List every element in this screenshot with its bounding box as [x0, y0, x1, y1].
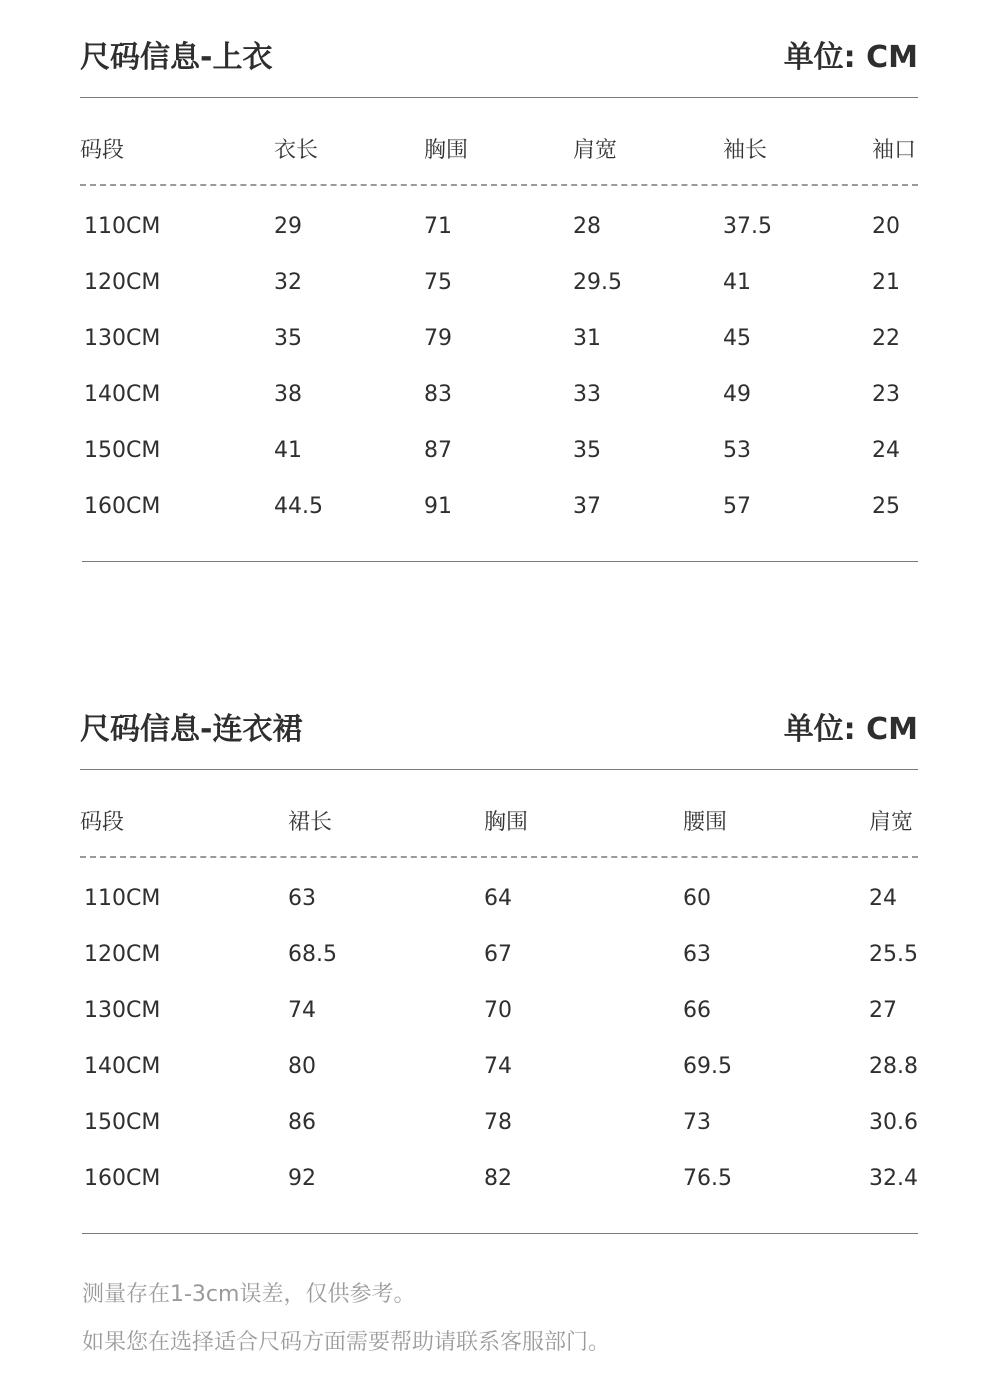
column-header: 衣长 [274, 138, 319, 163]
column-header: 码段 [80, 138, 125, 163]
table-cell: 150CM [84, 438, 161, 463]
table-cell: 28 [573, 214, 601, 239]
table-cell: 45 [723, 326, 751, 351]
section-title: 尺码信息-上衣 [80, 40, 273, 75]
table-cell: 160CM [84, 494, 161, 519]
table-cell: 66 [683, 998, 711, 1023]
column-header: 胸围 [424, 138, 469, 163]
note-measurement-error: 测量存在1-3cm误差，仅供参考。 [82, 1282, 416, 1307]
table-row [80, 1166, 918, 1222]
column-header: 袖口 [872, 138, 917, 163]
table-cell: 28.8 [869, 1054, 918, 1079]
table-cell: 32 [274, 270, 302, 295]
table-cell: 35 [573, 438, 601, 463]
divider-solid [80, 97, 918, 98]
divider-dashed [80, 184, 918, 186]
divider-solid [82, 561, 918, 562]
table-body [80, 214, 918, 550]
table-cell: 110CM [84, 214, 161, 239]
column-header: 腰围 [683, 810, 728, 835]
table-row [80, 326, 918, 382]
column-header: 码段 [80, 810, 125, 835]
table-cell: 35 [274, 326, 302, 351]
table-cell: 29.5 [573, 270, 622, 295]
column-header: 肩宽 [869, 810, 914, 835]
table-cell: 69.5 [683, 1054, 732, 1079]
table-cell: 74 [484, 1054, 512, 1079]
table-cell: 130CM [84, 326, 161, 351]
table-cell: 20 [872, 214, 900, 239]
table-cell: 71 [424, 214, 452, 239]
table-cell: 23 [872, 382, 900, 407]
table-cell: 160CM [84, 1166, 161, 1191]
table-header [80, 133, 918, 163]
table-cell: 25 [872, 494, 900, 519]
table-cell: 140CM [84, 1054, 161, 1079]
table-cell: 120CM [84, 270, 161, 295]
table-cell: 67 [484, 942, 512, 967]
table-row [80, 270, 918, 326]
divider-solid [80, 769, 918, 770]
column-header: 袖长 [723, 138, 768, 163]
table-cell: 68.5 [288, 942, 337, 967]
table-cell: 74 [288, 998, 316, 1023]
table-cell: 83 [424, 382, 452, 407]
table-cell: 25.5 [869, 942, 918, 967]
table-cell: 49 [723, 382, 751, 407]
table-cell: 57 [723, 494, 751, 519]
table-cell: 92 [288, 1166, 316, 1191]
table-cell: 44.5 [274, 494, 323, 519]
table-row [80, 1054, 918, 1110]
table-cell: 87 [424, 438, 452, 463]
table-cell: 110CM [84, 886, 161, 911]
table-cell: 75 [424, 270, 452, 295]
table-cell: 37.5 [723, 214, 772, 239]
note-contact-service: 如果您在选择适合尺码方面需要帮助请联系客服部门。 [82, 1330, 611, 1355]
unit-label: 单位: CM [783, 40, 918, 75]
divider-dashed [80, 856, 918, 858]
table-row [80, 942, 918, 998]
footnotes [82, 1280, 920, 1376]
table-cell: 31 [573, 326, 601, 351]
table-cell: 41 [274, 438, 302, 463]
table-cell: 30.6 [869, 1110, 918, 1135]
table-cell: 24 [869, 886, 897, 911]
table-cell: 37 [573, 494, 601, 519]
table-cell: 53 [723, 438, 751, 463]
table-row [80, 438, 918, 494]
table-cell: 21 [872, 270, 900, 295]
table-cell: 76.5 [683, 1166, 732, 1191]
table-cell: 33 [573, 382, 601, 407]
table-cell: 91 [424, 494, 452, 519]
table-row [80, 1110, 918, 1166]
table-cell: 150CM [84, 1110, 161, 1135]
table-body [80, 886, 918, 1222]
table-cell: 120CM [84, 942, 161, 967]
column-header: 肩宽 [573, 138, 618, 163]
table-cell: 86 [288, 1110, 316, 1135]
divider-solid [82, 1233, 918, 1234]
section-title: 尺码信息-连衣裙 [80, 712, 303, 747]
table-cell: 22 [872, 326, 900, 351]
table-header [80, 805, 918, 835]
table-cell: 140CM [84, 382, 161, 407]
table-cell: 60 [683, 886, 711, 911]
table-row [80, 998, 918, 1054]
table-row [80, 494, 918, 550]
table-cell: 29 [274, 214, 302, 239]
table-cell: 32.4 [869, 1166, 918, 1191]
table-cell: 38 [274, 382, 302, 407]
table-cell: 70 [484, 998, 512, 1023]
table-cell: 63 [683, 942, 711, 967]
table-cell: 64 [484, 886, 512, 911]
table-cell: 63 [288, 886, 316, 911]
column-header: 胸围 [484, 810, 529, 835]
table-cell: 73 [683, 1110, 711, 1135]
table-row [80, 886, 918, 942]
table-cell: 130CM [84, 998, 161, 1023]
table-cell: 27 [869, 998, 897, 1023]
unit-label: 单位: CM [783, 712, 918, 747]
table-cell: 79 [424, 326, 452, 351]
table-row [80, 382, 918, 438]
table-row [80, 214, 918, 270]
table-cell: 82 [484, 1166, 512, 1191]
table-cell: 78 [484, 1110, 512, 1135]
table-cell: 41 [723, 270, 751, 295]
table-cell: 24 [872, 438, 900, 463]
table-cell: 80 [288, 1054, 316, 1079]
column-header: 裙长 [288, 810, 333, 835]
